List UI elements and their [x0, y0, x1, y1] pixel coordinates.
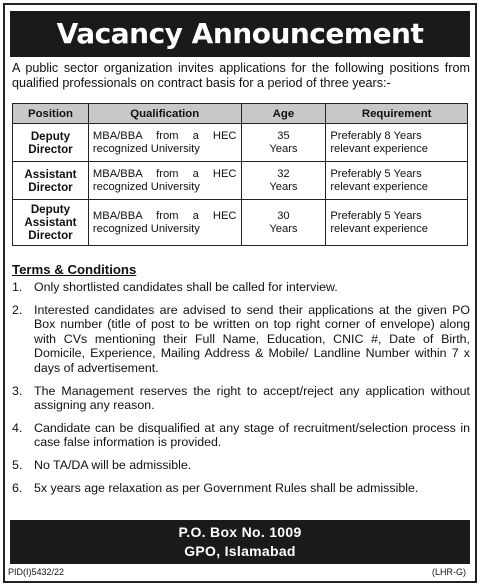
- item-number: 3.: [12, 383, 23, 398]
- table-row: [13, 162, 468, 200]
- cell-qualification: MBA/BBA from a HEC recognized University: [88, 162, 241, 200]
- cell-age: [241, 124, 326, 162]
- vacancy-table: [12, 103, 468, 246]
- cell-requirement: Preferably 5 Years relevant experience: [326, 162, 468, 200]
- ad-title: Vacancy Announcement: [10, 11, 470, 57]
- item-text: The Management reserves the right to accept/reject any application without assigning any reason.: [34, 383, 470, 413]
- item-number: 1.: [12, 280, 23, 294]
- table-header-row: [13, 104, 468, 124]
- terms-list: [12, 280, 470, 503]
- item-text: No TA/DA will be admissible.: [34, 457, 192, 472]
- cell-age: [241, 200, 326, 246]
- item-text: Interested candidates are advised to send their applications at the given PO Box number (title of post to be written on top right corner of envelope) along with CVs mentioning their Full Name, Education, CNIC #, Date of Birth, Domicile, Experience, Mailing Address & Mobile/ Landline Number within 7 x days of advertisement.: [34, 302, 470, 375]
- contact-footer: [10, 520, 470, 564]
- item-text: Only shortlisted candidates shall be called for interview.: [34, 280, 338, 294]
- list-item: [12, 303, 470, 376]
- pid-number: PID(I)5432/22: [8, 567, 65, 577]
- list-item: [12, 280, 470, 295]
- header-requirement: Requirement: [326, 104, 468, 124]
- header-qualification: Qualification: [88, 104, 241, 124]
- cell-age: [241, 162, 326, 200]
- list-item: [12, 458, 470, 473]
- agency-code: (LHR-G): [432, 567, 466, 577]
- po-box: P.O. Box No. 1009: [178, 524, 302, 540]
- list-item: [12, 481, 470, 496]
- item-number: 2.: [12, 302, 23, 317]
- item-text: Candidate can be disqualified at any stage of recruitment/selection process in case false information is provided.: [34, 420, 470, 450]
- age-text: 32 Years: [269, 167, 298, 193]
- terms-heading: Terms & Conditions: [12, 262, 137, 277]
- table-row: [13, 200, 468, 246]
- age-text: 30 Years: [269, 209, 298, 235]
- cell-position: Assistant Director: [13, 162, 89, 200]
- gpo-location: GPO, Islamabad: [184, 543, 296, 559]
- header-position: Position: [13, 104, 89, 124]
- intro-text: A public sector organization invites applications for the following positions from qualified professionals on contract basis for a period of three years:-: [12, 61, 470, 90]
- cell-requirement: Preferably 5 Years relevant experience: [326, 200, 468, 246]
- cell-position: Deputy Assistant Director: [13, 200, 89, 246]
- cell-qualification: MBA/BBA from a HEC recognized University: [88, 124, 241, 162]
- age-text: 35 Years: [269, 129, 298, 155]
- cell-qualification: MBA/BBA from a HEC recognized University: [88, 200, 241, 246]
- item-number: 5.: [12, 457, 23, 472]
- item-number: 4.: [12, 420, 23, 435]
- item-text: 5x years age relaxation as per Government Rules shall be admissible.: [34, 480, 419, 495]
- list-item: [12, 421, 470, 450]
- item-number: 6.: [12, 480, 23, 495]
- header-age: Age: [241, 104, 326, 124]
- list-item: [12, 384, 470, 413]
- table-row: [13, 124, 468, 162]
- cell-requirement: Preferably 8 Years relevant experience: [326, 124, 468, 162]
- cell-position: Deputy Director: [13, 124, 89, 162]
